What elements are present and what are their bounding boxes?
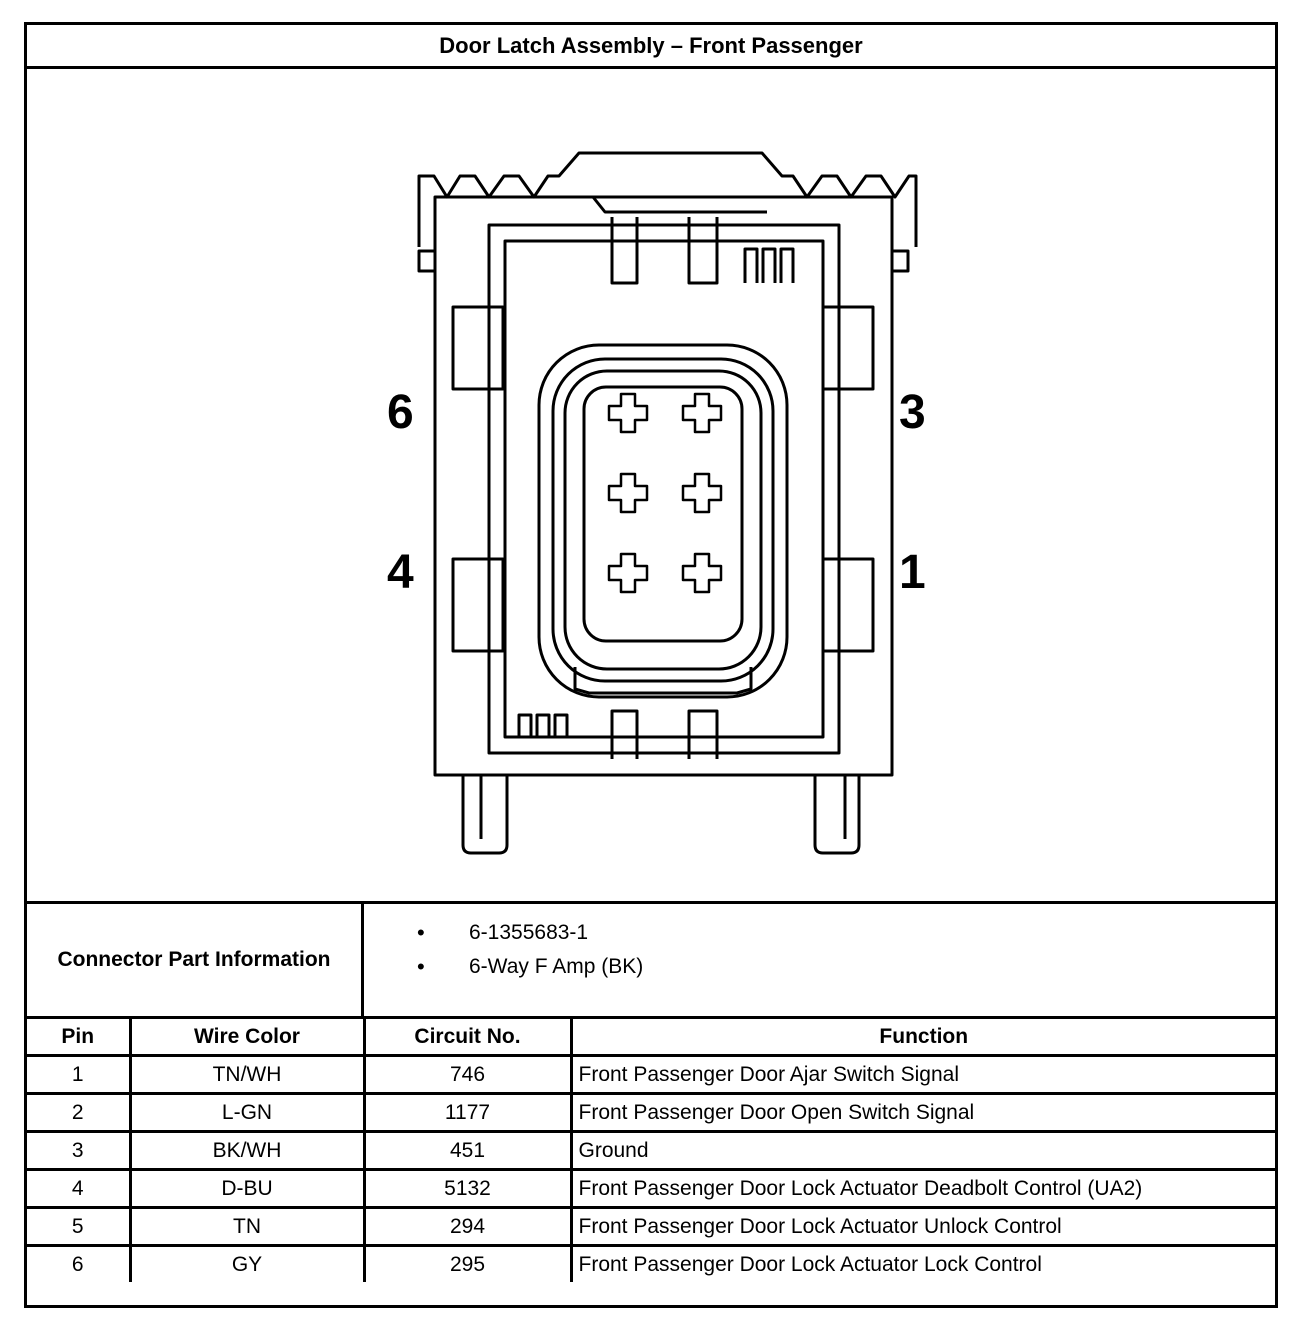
latch-block-3 [823,307,873,389]
terminal-cavity-5 [609,474,647,512]
connector-face-drawing [27,69,1275,901]
cell-function: Ground [571,1132,1275,1170]
cell-function: Front Passenger Door Ajar Switch Signal [571,1056,1275,1094]
cell-function: Front Passenger Door Open Switch Signal [571,1094,1275,1132]
top-tab-left [612,217,637,283]
latch-block-1 [823,559,873,651]
cavity-label-4: 4 [387,546,414,599]
connector-top-teeth [419,153,916,247]
connector-type: • 6-Way F Amp (BK) [417,950,643,984]
right-side-nub [892,251,908,271]
table-row [27,1056,1275,1094]
header-function: Function [571,1019,1275,1056]
cell-wire-color: GY [130,1246,364,1283]
terminal-cavity-4 [609,554,647,592]
left-peg [463,775,507,853]
latch-block-4 [453,559,503,651]
cell-circuit: 451 [364,1132,571,1170]
left-side-nub [419,251,435,271]
cavity-label-1: 1 [899,546,926,599]
bottom-small-posts [519,715,567,737]
cell-pin: 1 [27,1056,130,1094]
cell-function: Front Passenger Door Lock Actuator Deadbolt Control (UA2) [571,1170,1275,1208]
table-row [27,1170,1275,1208]
connector-part-info [27,901,1275,1019]
cell-wire-color: BK/WH [130,1132,364,1170]
cell-wire-color: TN [130,1208,364,1246]
cell-circuit: 746 [364,1056,571,1094]
table-row [27,1208,1275,1246]
cell-pin: 3 [27,1132,130,1170]
cell-function: Front Passenger Door Lock Actuator Lock Control [571,1246,1275,1283]
table-header-row [27,1019,1275,1056]
table-row [27,1246,1275,1283]
lock-slot [593,197,767,212]
cell-circuit: 1177 [364,1094,571,1132]
cell-circuit: 294 [364,1208,571,1246]
table-row [27,1132,1275,1170]
right-peg [815,775,859,853]
header-wire-color: Wire Color [130,1019,364,1056]
terminal-cavity-2 [683,474,721,512]
cell-function: Front Passenger Door Lock Actuator Unlock Control [571,1208,1275,1246]
terminal-cavity-6 [609,394,647,432]
table-row [27,1094,1275,1132]
terminal-shroud-mid [553,359,773,681]
connector-sheet [24,22,1278,1308]
cell-circuit: 295 [364,1246,571,1283]
pinout-table [27,1019,1275,1282]
header-circuit: Circuit No. [364,1019,571,1056]
connector-part-info-label: Connector Part Information [27,904,364,1016]
cell-wire-color: TN/WH [130,1056,364,1094]
cell-pin: 4 [27,1170,130,1208]
header-pin: Pin [27,1019,130,1056]
cavity-label-6: 6 [387,386,414,439]
terminal-cavity-1 [683,554,721,592]
cavity-label-3: 3 [899,386,926,439]
cell-pin: 5 [27,1208,130,1246]
connector-diagram [27,69,1275,901]
cell-wire-color: L-GN [130,1094,364,1132]
cell-circuit: 5132 [364,1170,571,1208]
terminal-cavity-3 [683,394,721,432]
page-title: Door Latch Assembly – Front Passenger [27,25,1275,69]
cell-pin: 2 [27,1094,130,1132]
terminal-cavity-area [584,387,742,641]
cell-pin: 6 [27,1246,130,1283]
latch-block-6 [453,307,503,389]
terminal-cavities [609,394,721,592]
connector-part-info-list [417,916,643,984]
cell-wire-color: D-BU [130,1170,364,1208]
part-number: • 6-1355683-1 [417,916,643,950]
terminal-shroud-outer [539,345,787,697]
top-small-posts [745,249,793,283]
terminal-shroud-inner [565,371,761,669]
top-tab-right [689,217,717,283]
